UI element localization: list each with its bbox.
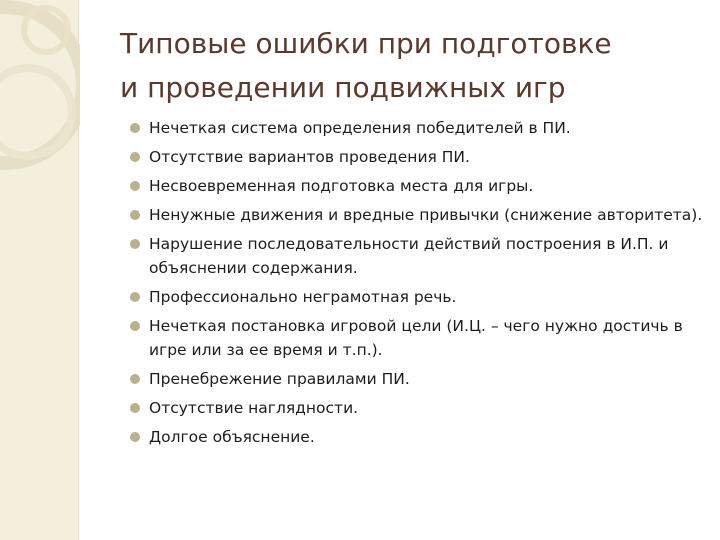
- list-item: [130, 145, 705, 169]
- list-item: [130, 314, 705, 362]
- list-item-text: Нечеткая система определения победителей в ПИ.: [149, 119, 571, 137]
- list-item-text: Несвоевременная подготовка места для игры.: [149, 177, 534, 195]
- list-item: [130, 174, 705, 198]
- bullet-icon: [130, 210, 140, 220]
- bullet-list: [130, 116, 705, 454]
- list-item: [130, 285, 705, 309]
- list-item-text: Пренебрежение правилами ПИ.: [149, 370, 410, 388]
- bullet-icon: [130, 292, 140, 302]
- list-item-text: Отсутствие вариантов проведения ПИ.: [149, 148, 470, 166]
- bullet-icon: [130, 374, 140, 384]
- list-item-text: Нечеткая постановка игровой цели (И.Ц. – чего нужно достичь в игре или за ее время и т.п.).: [149, 317, 683, 359]
- title-line-2: и проведении подвижных игр: [120, 71, 566, 104]
- page-title: [120, 22, 710, 110]
- list-item-text: Нарушение последовательности действий построения в И.П. и объяснении содержания.: [149, 235, 669, 277]
- bullet-icon: [130, 403, 140, 413]
- bullet-icon: [130, 321, 140, 331]
- bullet-icon: [130, 239, 140, 249]
- title-line-1: Типовые ошибки при подготовке: [120, 27, 612, 60]
- list-item: [130, 396, 705, 420]
- bullet-icon: [130, 152, 140, 162]
- list-item: [130, 203, 705, 227]
- list-item: [130, 367, 705, 391]
- list-item-text: Ненужные движения и вредные привычки (снижение авторитета).: [149, 206, 703, 224]
- bullet-icon: [130, 432, 140, 442]
- list-item-text: Долгое объяснение.: [149, 428, 315, 446]
- list-item: [130, 116, 705, 140]
- list-item-text: Профессионально неграмотная речь.: [149, 288, 457, 306]
- list-item: [130, 425, 705, 449]
- bullet-icon: [130, 123, 140, 133]
- corner-ornament: [0, 0, 80, 200]
- list-item: [130, 232, 705, 280]
- list-item-text: Отсутствие наглядности.: [149, 399, 359, 417]
- bullet-icon: [130, 181, 140, 191]
